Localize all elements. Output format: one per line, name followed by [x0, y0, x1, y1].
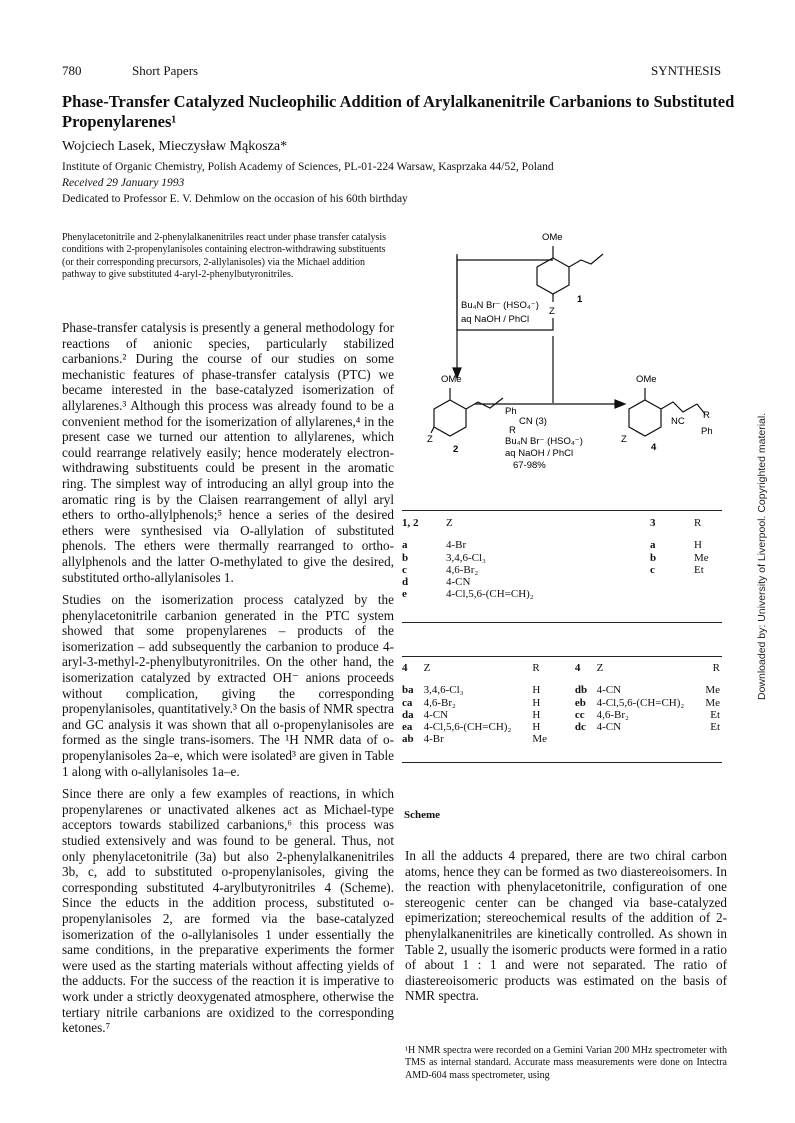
table-cell: ea [402, 721, 413, 734]
reagent-2-line-2: aq NaOH / PhCl [505, 448, 574, 459]
z-label-2: Z [427, 434, 433, 445]
table-cell: 4,6-Br₂ [446, 563, 479, 576]
table-cell: Me [694, 551, 709, 564]
journal-name: SYNTHESIS [651, 63, 722, 78]
table-cell: a [402, 539, 408, 552]
article-title: Phase-Transfer Catalyzed Nucleophilic Addition of Arylalkanenitrile Carbanions to Substituted Propenylarenes¹ [62, 92, 735, 131]
table-cell: cc [574, 708, 585, 721]
table-2-header-cell: Z [423, 662, 431, 674]
received-date: Received 29 January 1993 [62, 177, 185, 189]
table-row [402, 684, 724, 696]
table-cell: H [532, 684, 541, 697]
table-2-header-cell: Z [596, 662, 604, 674]
table-cell: 4,6-Br₂ [596, 708, 629, 721]
table-1-header-cell: R [694, 517, 702, 529]
r-label-4: R [703, 410, 710, 421]
table-cell: Me [705, 684, 720, 697]
table-cell: Me [532, 733, 547, 746]
page-number: 780 [62, 63, 82, 78]
table-cell: c [402, 563, 407, 576]
compound-4-label: 4 [651, 442, 657, 453]
reagent-2-r: R [509, 425, 516, 436]
download-notice: Downloaded by: University of Liverpool. Copyrighted material. [756, 412, 768, 700]
table-1 [402, 517, 722, 601]
table-2-header-cell: 4 [574, 662, 581, 674]
paragraph-1: Phase-transfer catalysis is presently a general methodology for reactions of anionic species, particularly stabilized carbanions.² During the course of our studies on some mechanistic features of phase-transfer catalysis (PTC) we became interested in the base-catalyzed isomerization of allylarenes.³ Although this process was already found to be a convenient method for the isomerization of allylarenes,⁴ in the present case we turned our attention to allylarenes, which could rearrange relatively easily; hence moderately electron-withdrawing substituents could be present in the aromatic ring. The simplest way of introducing an allyl group into the aromatic ring is by the Claisen rearrangement of allyl aryl ethers to ortho-allylphenols;⁵ hence a series of the desired ethers were synthesised via O-allylation of substituted phenols. The ethers were thermally rearranged to ortho-allylphenols and the latter O-methylated to give the desired, substituted ortho-allylanisoles 1. [62, 320, 394, 585]
table-cell: ab [402, 733, 414, 746]
table-cell: 4-CN [596, 684, 622, 697]
footnote: ¹H NMR spectra were recorded on a Gemini Varian 200 MHz spectrometer with TMS as internal standard. Accurate mass measurements were done on Intectra AMD-604 mass spectrometer, using [405, 1045, 727, 1081]
table-row [402, 588, 722, 600]
table-cell: 4-CN [596, 721, 622, 734]
table-cell: Et [710, 721, 720, 734]
affiliation: Institute of Organic Chemistry, Polish Academy of Sciences, PL-01-224 Warsaw, Kasprzaka 44/52, Poland [62, 161, 554, 173]
table-cell: e [402, 588, 407, 601]
reaction-scheme [405, 228, 740, 498]
paragraph-3: Since there are only a few examples of reactions, in which propenylarenes or unactivated alkenes act as Michael-type acceptors towards stabilized carbanions,⁶ this process was studied extensively and was found to be general. Thus, not only phenylacetonitrile (3a) but also 2-phenylalkanenitriles 3b, c, add to substituted o-propenylanisoles, giving the corresponding substituted 4-arylbutyronitriles 4 (Scheme). Since the educts in the addition process, substituted o-propenylanisoles 2, are formed via the base-catalyzed isomerization of the o-allylanisoles 1 under essentially the same conditions, in the preparative experiments the former were used as the starting materials without affecting yields of the adducts. For the success of the reaction it is imperative to work under a strictly deoxygenated atmosphere, otherwise the tertiary nitrile carbanions are oxidized to the corresponding ketones.⁷ [62, 786, 394, 1036]
table-cell: dc [574, 721, 586, 734]
reagent-1-line-1: Bu₄N Br⁻ (HSO₄⁻) [461, 300, 539, 311]
table-2-header-row [402, 662, 724, 674]
table-2-header-cell: R [532, 662, 540, 674]
table-2-header-cell: 4 [402, 662, 408, 674]
table-cell: ca [402, 696, 413, 709]
reagent-1-line-2: aq NaOH / PhCl [461, 314, 530, 325]
compound-1-label: 1 [577, 294, 583, 305]
table-2-header-cell: R [712, 662, 720, 674]
ring-compound-1 [537, 258, 569, 294]
table-row [402, 564, 722, 576]
table-2-bottom-rule [402, 762, 722, 763]
authors: Wojciech Lasek, Mieczysław Mąkosza* [62, 139, 288, 154]
ph-label-4: Ph [701, 426, 713, 437]
z-label-1: Z [549, 306, 555, 317]
table-cell: Et [694, 563, 704, 576]
table-cell: H [532, 708, 541, 721]
table-cell: 4-CN [423, 708, 449, 721]
table-1-top-rule [402, 510, 722, 511]
table-cell: 4-CN [446, 576, 471, 589]
table-1-header-cell: Z [446, 517, 453, 529]
table-cell: c [650, 563, 655, 576]
ome-label-2: OMe [441, 374, 462, 385]
section-label: Short Papers [132, 63, 199, 78]
ring-compound-4 [629, 400, 661, 436]
body-column-right [405, 848, 727, 1011]
scheme-caption: Scheme [404, 809, 441, 821]
reagent-2-line-1: Bu₄N Br⁻ (HSO₄⁻) [505, 436, 583, 447]
dedication: Dedicated to Professor E. V. Dehmlow on the occasion of his 60th birthday [62, 193, 408, 205]
ome-label-4: OMe [636, 374, 657, 385]
table-cell: 4-Br [446, 539, 467, 552]
reagent-2-yield: 67-98% [513, 460, 546, 471]
table-row [402, 733, 724, 745]
body-column-left [62, 320, 394, 1043]
table-row [402, 539, 722, 551]
table-cell: eb [574, 696, 586, 709]
table-cell: b [402, 551, 409, 564]
paragraph-right: In all the adducts 4 prepared, there are two chiral carbon atoms, hence they can be formed as two diastereoisomers. In the reaction with phenylacetonitrile, configuration of one stereogenic center can be changed via base-catalyzed epimerization; stereochemical results of the addition of 2-phenylalkanenitriles are kinetically controlled. As shown in Table 2, usually the isomeric products were formed in a ratio of about 1 : 1 and were not separated. The ratio of diastereoisomeric products was estimated on the basis of NMR spectra. [405, 848, 727, 1004]
table-row [402, 721, 724, 733]
table-cell: d [402, 576, 409, 589]
table-cell: 3,4,6-Cl₃ [423, 684, 464, 697]
table-cell: 4-Cl,5,6-(CH=CH)₂ [596, 696, 685, 709]
nc-label: NC [671, 416, 685, 427]
table-cell: H [532, 721, 541, 734]
table-cell: da [402, 708, 414, 721]
z-label-4: Z [621, 434, 627, 445]
table-cell: a [650, 539, 656, 552]
table-1-bottom-rule [402, 622, 722, 623]
reagent-2-ph: Ph [505, 406, 517, 417]
table-cell: db [574, 684, 588, 697]
ring-compound-2 [434, 400, 466, 436]
table-row [402, 576, 722, 588]
table-cell: H [694, 539, 702, 552]
table-cell: 4-Cl,5,6-(CH=CH)₂ [423, 721, 512, 734]
table-2 [402, 662, 724, 746]
table-cell: Et [710, 708, 720, 721]
ome-label-1: OMe [542, 232, 563, 243]
table-row [402, 552, 722, 564]
table-cell: Me [705, 696, 720, 709]
table-cell: ba [402, 684, 414, 697]
table-1-header-cell: 3 [650, 517, 656, 529]
table-cell: 4,6-Br₂ [423, 696, 456, 709]
reagent-2-cn: CN (3) [519, 416, 547, 427]
table-cell: H [532, 696, 541, 709]
table-row [402, 709, 724, 721]
table-cell: 4-Br [423, 733, 444, 746]
table-cell: b [650, 551, 657, 564]
table-2-top-rule [402, 656, 722, 657]
table-cell: 3,4,6-Cl₃ [446, 551, 486, 564]
table-cell: 4-Cl,5,6-(CH=CH)₂ [446, 588, 534, 601]
paragraph-2: Studies on the isomerization process catalyzed by the phenylacetonitrile carbanion generated in the PTC system showed that some propenylarenes – products of the isomerization – add subsequently the carbanion to produce 4-aryl-3-methyl-2-phenylbutyronitriles. On the other hand, the isomerization catalyzed by extracted OH⁻ anions proceeds without complication, giving the corresponding propenylanisoles, quantitatively.³ On the basis of NMR spectra and GC analysis it was shown that all o-propenylanisoles are formed as the single trans-isomers. The ¹H NMR data of o-propenylanisoles 2a–e, which were isolated³ are given in Table 1 along with o-allylanisoles 1a–e. [62, 592, 394, 779]
table-row [402, 697, 724, 709]
table-1-header-cell: 1, 2 [402, 517, 419, 529]
table-1-header-row [402, 517, 722, 529]
abstract: Phenylacetonitrile and 2-phenylalkanenitriles react under phase transfer catalysis conditions with 2-propenylanisoles containing electron-withdrawing substituents (or their corresponding precursors, 2-allylanisoles) via the Michael addition pathway to give substituted 4-aryl-2-phenylbutyronitriles. [62, 232, 387, 281]
compound-2-label: 2 [453, 444, 459, 455]
